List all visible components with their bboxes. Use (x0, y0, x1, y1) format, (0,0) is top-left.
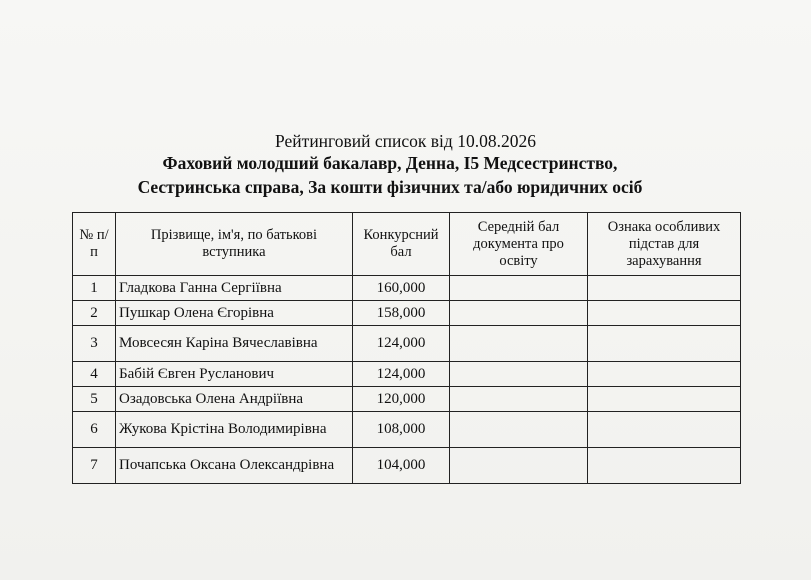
special-grounds (588, 387, 741, 412)
header-name: Прізвище, ім'я, по батькові вступника (116, 213, 353, 276)
row-number: 1 (73, 276, 116, 301)
average-score (450, 387, 588, 412)
row-number: 3 (73, 326, 116, 362)
special-grounds (588, 301, 741, 326)
page-title: Рейтинговий список від 10.08.2026 (275, 131, 536, 151)
table-row (73, 276, 741, 301)
applicant-name: Гладкова Ганна Сергіївна (116, 276, 353, 301)
special-grounds (588, 326, 741, 362)
average-score (450, 448, 588, 484)
average-score (450, 326, 588, 362)
competition-score: 124,000 (353, 362, 450, 387)
average-score (450, 301, 588, 326)
applicant-name: Пушкар Олена Єгорівна (116, 301, 353, 326)
average-score (450, 362, 588, 387)
row-number: 7 (73, 448, 116, 484)
table-row (73, 301, 741, 326)
competition-score: 124,000 (353, 326, 450, 362)
table-header-row (73, 213, 741, 276)
competition-score: 158,000 (353, 301, 450, 326)
header-special-grounds: Ознака особливих підстав для зарахування (588, 213, 741, 276)
header-score: Конкурсний бал (353, 213, 450, 276)
special-grounds (588, 448, 741, 484)
competition-score: 108,000 (353, 412, 450, 448)
table-row (73, 387, 741, 412)
average-score (450, 412, 588, 448)
average-score (450, 276, 588, 301)
table-row (73, 448, 741, 484)
table-row (73, 412, 741, 448)
applicant-name: Озадовська Олена Андріївна (116, 387, 353, 412)
subtitle-line-2: Сестринська справа, За кошти фізичних та/або юридичних осіб (137, 177, 643, 197)
row-number: 5 (73, 387, 116, 412)
row-number: 6 (73, 412, 116, 448)
competition-score: 160,000 (353, 276, 450, 301)
competition-score: 104,000 (353, 448, 450, 484)
subtitle-line-1: Фаховий молодший бакалавр, Денна, I5 Медсестринство, (162, 153, 618, 173)
header-average: Середній бал документа про освіту (450, 213, 588, 276)
applicant-name: Жукова Крістіна Володимирівна (116, 412, 353, 448)
row-number: 4 (73, 362, 116, 387)
special-grounds (588, 362, 741, 387)
applicant-name: Мовсесян Каріна Вячеславівна (116, 326, 353, 362)
table-row (73, 362, 741, 387)
special-grounds (588, 276, 741, 301)
competition-score: 120,000 (353, 387, 450, 412)
applicant-name: Бабій Євген Русланович (116, 362, 353, 387)
rating-table (72, 212, 741, 484)
row-number: 2 (73, 301, 116, 326)
applicant-name: Почапська Оксана Олександрівна (116, 448, 353, 484)
header-number: № п/п (73, 213, 116, 276)
special-grounds (588, 412, 741, 448)
table-row (73, 326, 741, 362)
